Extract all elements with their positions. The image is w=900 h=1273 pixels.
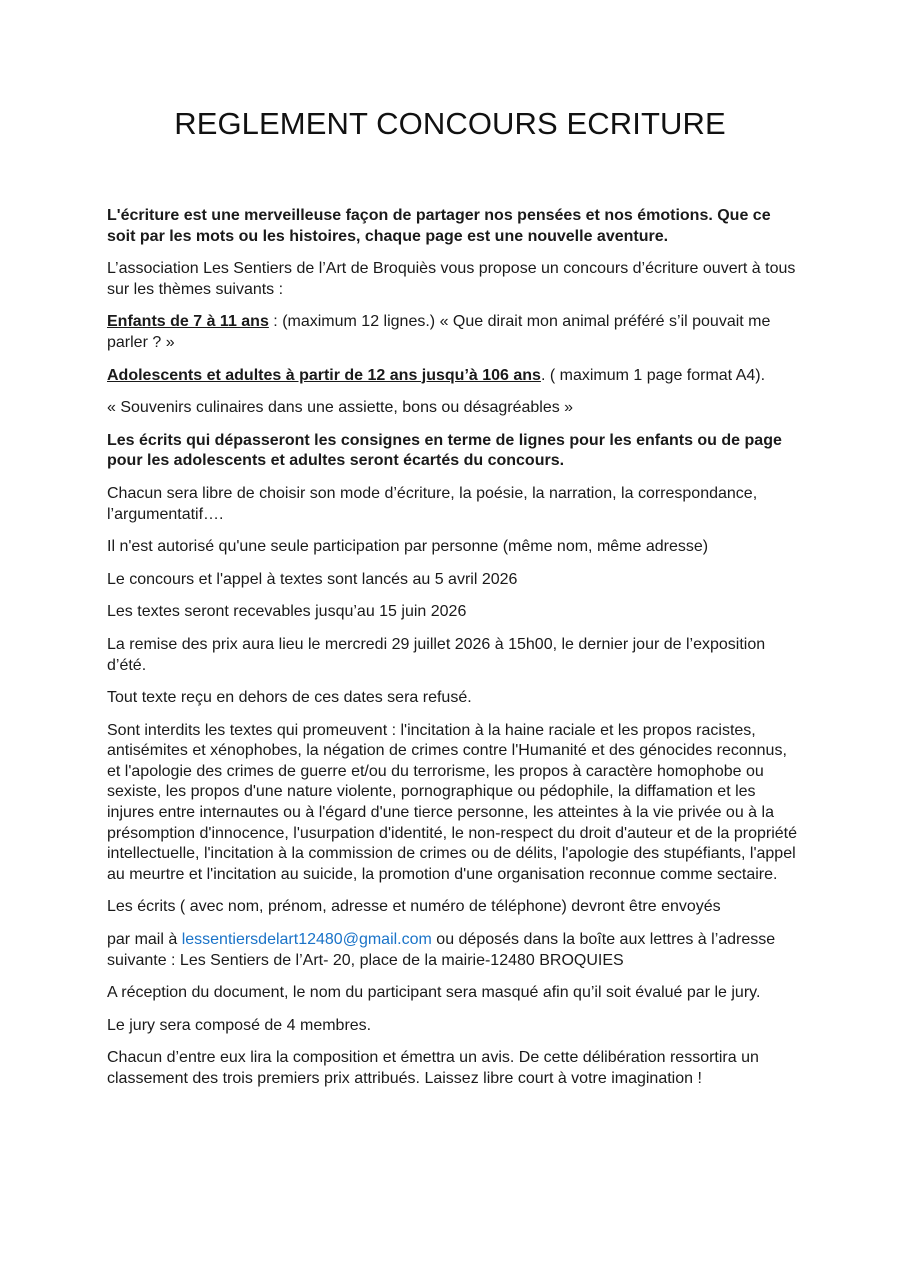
- adults-category-paragraph: [107, 366, 797, 387]
- adults-theme-paragraph: « Souvenirs culinaires dans une assiette, bons ou désagréables »: [107, 399, 574, 417]
- rule-paragraph: Les écrits qui dépasseront les consignes en terme de lignes pour les enfants ou de page pour les adolescents et adultes seront écartés du concours.: [107, 431, 782, 470]
- launch-date-paragraph: Le concours et l'appel à textes sont lancés au 5 avril 2026: [107, 570, 518, 588]
- deadline-paragraph: Les textes seront recevables jusqu’au 15 juin 2026: [107, 603, 467, 621]
- email-link[interactable]: lessentiersdelart12480@gmail.com: [181, 931, 432, 949]
- refused-paragraph: Tout texte reçu en dehors de ces dates sera refusé.: [107, 689, 472, 707]
- award-date-paragraph: La remise des prix aura lieu le mercredi 29 juillet 2026 à 15h00, le dernier jour de l’exposition d’été.: [107, 635, 766, 674]
- children-category-paragraph: [107, 312, 797, 353]
- page-title: REGLEMENT CONCOURS ECRITURE: [174, 106, 726, 141]
- adults-category-text: . ( maximum 1 page format A4).: [540, 366, 766, 384]
- free-mode-paragraph: Chacun sera libre de choisir son mode d’écriture, la poésie, la narration, la correspondance, l’argumentatif….: [107, 484, 758, 523]
- anonymity-paragraph: A réception du document, le nom du participant sera masqué afin qu’il soit évalué par le jury.: [107, 984, 761, 1002]
- mail-suffix: ou déposés dans la boîte aux lettres à l’adresse suivante : Les Sentiers de l’Art- 20, place de la mairie-12480 BROQUIES: [107, 931, 776, 969]
- adults-category-label: Adolescents et adultes à partir de 12 ans jusqu’à 106 ans: [107, 366, 541, 384]
- mail-prefix: par mail à: [107, 931, 182, 949]
- single-participation-paragraph: Il n'est autorisé qu'une seule participation par personne (même nom, même adresse): [107, 538, 709, 556]
- children-category-label: Enfants de 7 à 11 ans: [107, 313, 269, 331]
- document-body: [107, 206, 797, 1102]
- intro-paragraph: L'écriture est une merveilleuse façon de partager nos pensées et nos émotions. Que ce soit par les mots ou les histoires, chaque page est une nouvelle aventure.: [107, 207, 771, 245]
- jury-paragraph: Le jury sera composé de 4 membres.: [107, 1016, 372, 1034]
- closing-paragraph: Chacun d’entre eux lira la composition et émettra un avis. De cette délibération ressortira un classement des trois premiers prix attribués. Laissez libre court à votre imagination !: [107, 1049, 759, 1087]
- association-paragraph: L’association Les Sentiers de l’Art de Broquiès vous propose un concours d’écriture ouvert à tous sur les thèmes suivants :: [107, 260, 796, 298]
- mail-paragraph: [107, 930, 797, 971]
- forbidden-paragraph: Sont interdits les textes qui promeuvent : l'incitation à la haine raciale et les propos racistes, antisémites et xénophobes, la négation de crimes contre l'Humanité et des génocides reconnus, et l'apologie des crimes de guerre et/ou du terrorisme, les propos à caractère homophobe ou sexiste, les propos d'une nature violente, pornographique ou pédophile, la diffamation et les injures entre internautes ou à l'égard d'une tierce personne, les atteintes à la vie privée ou à la présomption d'innocence, l'usurpation d'identité, le non-respect du droit d'auteur et de la propriété intellectuelle, l'incitation à la commission de crimes ou de délits, l'apologie des stupéfiants, l'appel au meurtre et l'incitation au suicide, la promotion d'une organisation reconnue comme sectaire.: [107, 721, 797, 883]
- send-info-paragraph: Les écrits ( avec nom, prénom, adresse et numéro de téléphone) devront être envoyés: [107, 898, 721, 916]
- children-category-text: : (maximum 12 lignes.) « Que dirait mon animal préféré s’il pouvait me parler ? »: [107, 313, 771, 351]
